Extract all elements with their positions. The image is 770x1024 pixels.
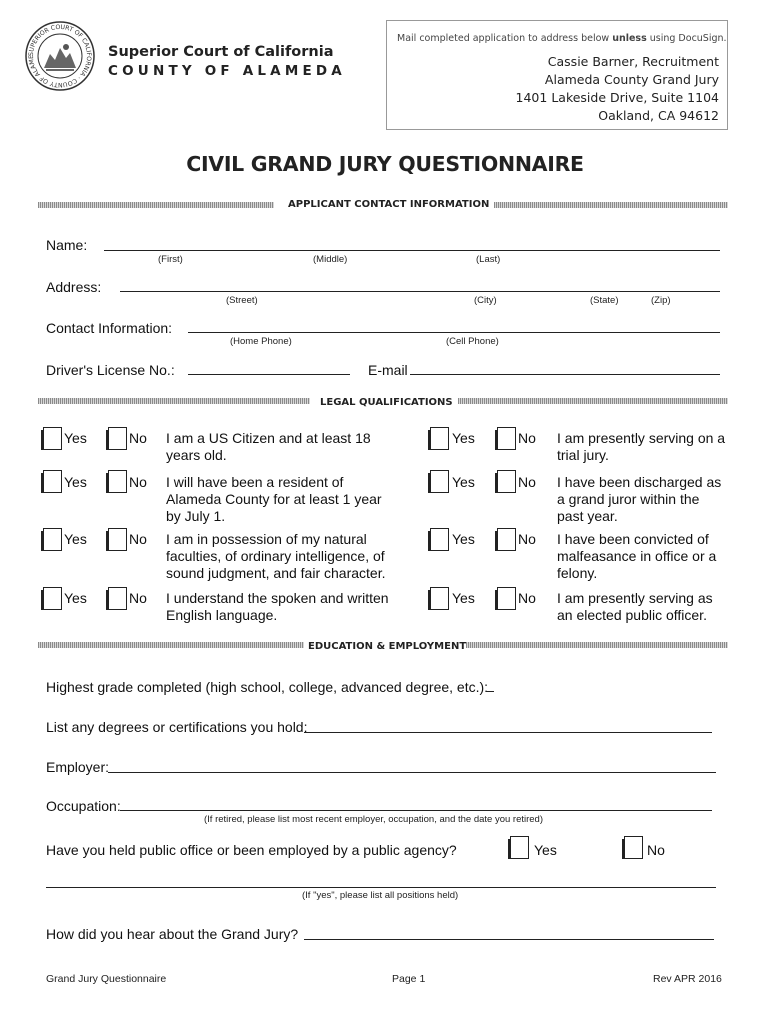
yes-label: Yes xyxy=(64,590,87,606)
home-phone-caption: (Home Phone) xyxy=(230,336,292,347)
email-label: E-mail xyxy=(368,362,408,378)
elected-officer-no-checkbox[interactable] xyxy=(497,587,516,610)
first-name-caption: (First) xyxy=(158,254,183,265)
qualification-discharged: I have been discharged as a grand juror within the past year. xyxy=(557,474,722,524)
revision-date: Rev APR 2016 xyxy=(653,973,722,985)
section-heading-legal: LEGAL QUALIFICATIONS xyxy=(320,397,453,408)
license-label: Driver's License No.: xyxy=(46,362,175,378)
highest-grade-label: Highest grade completed (high school, college, advanced degree, etc.): xyxy=(46,679,489,695)
citizen-yes-checkbox[interactable] xyxy=(43,427,62,450)
degrees-field[interactable] xyxy=(304,732,712,733)
yes-label: Yes xyxy=(452,430,475,446)
seal-text: SUPERIOR COURT OF CALIFORNIA · COUNTY OF ALAME xyxy=(27,23,93,89)
no-label: No xyxy=(518,430,536,446)
footer-form-name: Grand Jury Questionnaire xyxy=(46,973,167,985)
yes-label: Yes xyxy=(534,842,557,858)
positions-held-field[interactable] xyxy=(46,887,716,888)
name-label: Name: xyxy=(46,237,88,253)
yes-label: Yes xyxy=(452,474,475,490)
section-heading-education: EDUCATION & EMPLOYMENT xyxy=(308,641,467,652)
contact-info-label: Contact Information: xyxy=(46,320,173,336)
english-no-checkbox[interactable] xyxy=(108,587,127,610)
mailing-address xyxy=(516,53,719,125)
qualification-resident: I will have been a resident of Alameda County for at least 1 year by July 1. xyxy=(166,474,382,524)
no-label: No xyxy=(129,531,147,547)
address-label: Address: xyxy=(46,279,102,295)
middle-name-caption: (Middle) xyxy=(313,254,348,265)
qualification-citizen: I am a US Citizen and at least 18 years old. xyxy=(166,430,371,463)
mail-note: Mail completed application to address below unless using DocuSign. xyxy=(397,33,727,44)
no-label: No xyxy=(518,474,536,490)
court-name: Superior Court of California xyxy=(108,44,334,60)
qualification-convicted: I have been convicted of malfeasance in office or a felony. xyxy=(557,531,717,581)
occupation-label: Occupation: xyxy=(46,798,121,814)
retired-note: (If retired, please list most recent employer, occupation, and the date you retired) xyxy=(204,814,544,825)
convicted-yes-checkbox[interactable] xyxy=(430,528,449,551)
street-caption: (Street) xyxy=(226,295,258,306)
degrees-label: List any degrees or certifications you hold: xyxy=(46,719,308,735)
state-caption: (State) xyxy=(590,295,619,306)
no-label: No xyxy=(129,590,147,606)
resident-yes-checkbox[interactable] xyxy=(43,470,62,493)
email-field[interactable] xyxy=(410,374,720,375)
highest-grade-field[interactable] xyxy=(486,691,494,692)
public-office-yes-checkbox[interactable] xyxy=(510,836,529,859)
section-divider xyxy=(494,202,728,208)
trial-jury-no-checkbox[interactable] xyxy=(497,427,516,450)
county-name: COUNTY OF ALAMEDA xyxy=(108,63,346,79)
hear-about-field[interactable] xyxy=(304,939,714,940)
positions-note: (If "yes", please list all positions held) xyxy=(302,890,459,901)
yes-label: Yes xyxy=(64,474,87,490)
address-line: 1401 Lakeside Drive, Suite 1104 xyxy=(515,90,719,105)
no-label: No xyxy=(129,474,147,490)
mailing-address-box xyxy=(386,20,728,130)
discharged-no-checkbox[interactable] xyxy=(497,470,516,493)
public-office-no-checkbox[interactable] xyxy=(624,836,643,859)
no-label: No xyxy=(647,842,665,858)
no-label: No xyxy=(129,430,147,446)
discharged-yes-checkbox[interactable] xyxy=(430,470,449,493)
zip-caption: (Zip) xyxy=(651,295,671,306)
address-line: Alameda County Grand Jury xyxy=(544,72,719,87)
convicted-no-checkbox[interactable] xyxy=(497,528,516,551)
english-yes-checkbox[interactable] xyxy=(43,587,62,610)
cell-phone-caption: (Cell Phone) xyxy=(446,336,499,347)
section-divider xyxy=(466,642,728,648)
section-divider xyxy=(458,398,728,404)
address-field[interactable] xyxy=(120,291,720,292)
qualification-elected-officer: I am presently serving as an elected public officer. xyxy=(557,590,713,623)
faculties-yes-checkbox[interactable] xyxy=(43,528,62,551)
employer-label: Employer: xyxy=(46,759,110,775)
last-name-caption: (Last) xyxy=(476,254,501,265)
hear-about-label: How did you hear about the Grand Jury? xyxy=(46,926,299,942)
yes-label: Yes xyxy=(64,531,87,547)
no-label: No xyxy=(518,531,536,547)
phone-field[interactable] xyxy=(188,332,720,333)
address-line: Oakland, CA 94612 xyxy=(598,108,719,123)
qualification-english: I understand the spoken and written English language. xyxy=(166,590,389,623)
license-field[interactable] xyxy=(188,374,350,375)
address-line: Cassie Barner, Recruitment xyxy=(547,54,719,69)
qualification-trial-jury: I am presently serving on a trial jury. xyxy=(557,430,726,463)
employer-field[interactable] xyxy=(108,772,716,773)
public-office-question: Have you held public office or been employed by a public agency? xyxy=(46,842,457,858)
section-divider xyxy=(38,642,304,648)
resident-no-checkbox[interactable] xyxy=(108,470,127,493)
section-divider xyxy=(38,398,310,404)
section-divider xyxy=(38,202,274,208)
yes-label: Yes xyxy=(452,531,475,547)
court-seal xyxy=(24,20,96,92)
occupation-field[interactable] xyxy=(120,810,712,811)
qualification-faculties: I am in possession of my natural faculties, of ordinary intelligence, of sound judgment, and fair character. xyxy=(166,531,386,581)
section-heading-contact: APPLICANT CONTACT INFORMATION xyxy=(288,199,490,210)
name-field[interactable] xyxy=(104,250,720,251)
citizen-no-checkbox[interactable] xyxy=(108,427,127,450)
trial-jury-yes-checkbox[interactable] xyxy=(430,427,449,450)
elected-officer-yes-checkbox[interactable] xyxy=(430,587,449,610)
yes-label: Yes xyxy=(452,590,475,606)
yes-label: Yes xyxy=(64,430,87,446)
faculties-no-checkbox[interactable] xyxy=(108,528,127,551)
page-number: Page 1 xyxy=(392,973,426,985)
city-caption: (City) xyxy=(474,295,497,306)
no-label: No xyxy=(518,590,536,606)
form-title: CIVIL GRAND JURY QUESTIONNAIRE xyxy=(186,152,584,176)
